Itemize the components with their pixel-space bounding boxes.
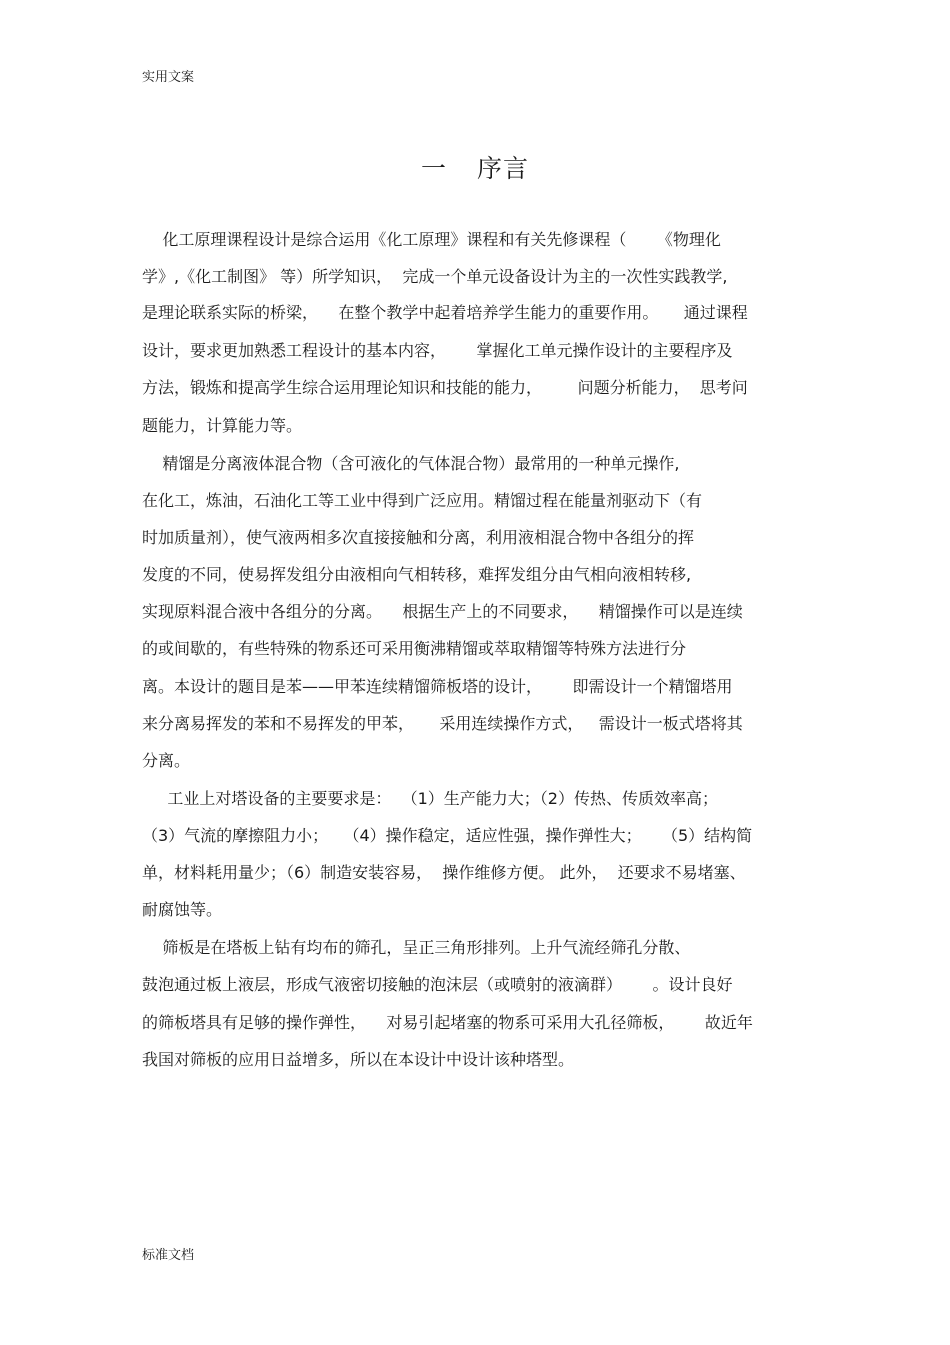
paragraph-line: 的或间歇的，有些特殊的物系还可采用衡沸精馏或萃取精馏等特殊方法进行分 — [142, 639, 687, 658]
chapter-number: 一 — [420, 154, 447, 183]
paragraph-line: 设计，要求更加熟悉工程设计的基本内容， 掌握化工单元操作设计的主要程序及 — [142, 341, 733, 360]
paragraph-line: 化工原理课程设计是综合运用《化工原理》课程和有关先修课程（ 《物理化 — [142, 230, 721, 249]
paragraph-line: 工业上对塔设备的主要要求是： （1）生产能力大；（2）传热、传质效率高； — [142, 789, 718, 808]
paragraph-line: 方法，锻炼和提高学生综合运用理论知识和技能的能力， 问题分析能力， 思考问 — [142, 378, 748, 397]
paragraph-line: 我国对筛板的应用日益增多，所以在本设计中设计该种塔型。 — [142, 1050, 575, 1069]
paragraph-line: 学》,《化工制图》 等）所学知识， 完成一个单元设备设计为主的一次性实践教学, — [142, 267, 728, 286]
paragraph-line: 发度的不同，使易挥发组分由液相向气相转移，难挥发组分由气相向液相转移, — [142, 565, 692, 584]
paragraph-line: 耐腐蚀等。 — [142, 900, 223, 919]
paragraph-line: 题能力，计算能力等。 — [142, 416, 303, 435]
paragraph-line: 分离。 — [142, 751, 191, 770]
page-header-label: 实用文案 — [142, 70, 195, 85]
paragraph-line: 精馏是分离液体混合物（含可液化的气体混合物）最常用的一种单元操作, — [142, 454, 680, 473]
page-title — [0, 152, 950, 186]
paragraph-line: （3）气流的摩擦阻力小； （4）操作稳定，适应性强，操作弹性大； （5）结构简 — [142, 826, 753, 845]
paragraph-line: 的筛板塔具有足够的操作弹性， 对易引起堵塞的物系可采用大孔径筛板， 故近年 — [142, 1013, 753, 1032]
paragraph-line: 鼓泡通过板上液层，形成气液密切接触的泡沫层（或喷射的液滴群） 。设计良好 — [142, 975, 733, 994]
paragraph-line: 筛板是在塔板上钻有均布的筛孔，呈正三角形排列。上升气流经筛孔分散、 — [142, 938, 691, 957]
paragraph-line: 单，材料耗用量少；（6）制造安装容易， 操作维修方便。 此外， 还要求不易堵塞、 — [142, 863, 746, 882]
paragraph-line: 实现原料混合液中各组分的分离。 根据生产上的不同要求， 精馏操作可以是连续 — [142, 602, 743, 621]
chapter-title: 序言 — [477, 154, 530, 183]
paragraph-line: 离。本设计的题目是苯——甲苯连续精馏筛板塔的设计， 即需设计一个精馏塔用 — [142, 677, 733, 696]
paragraph-line: 时加质量剂），使气液两相多次直接接触和分离，利用液相混合物中各组分的挥 — [142, 528, 695, 547]
paragraph-line: 是理论联系实际的桥梁， 在整个教学中起着培养学生能力的重要作用。 通过课程 — [142, 303, 748, 322]
paragraph-line: 来分离易挥发的苯和不易挥发的甲苯， 采用连续操作方式， 需设计一板式塔将其 — [142, 714, 743, 733]
page-footer-label: 标准文档 — [142, 1248, 195, 1263]
paragraph-line: 在化工，炼油，石油化工等工业中得到广泛应用。精馏过程在能量剂驱动下（有 — [142, 491, 703, 510]
